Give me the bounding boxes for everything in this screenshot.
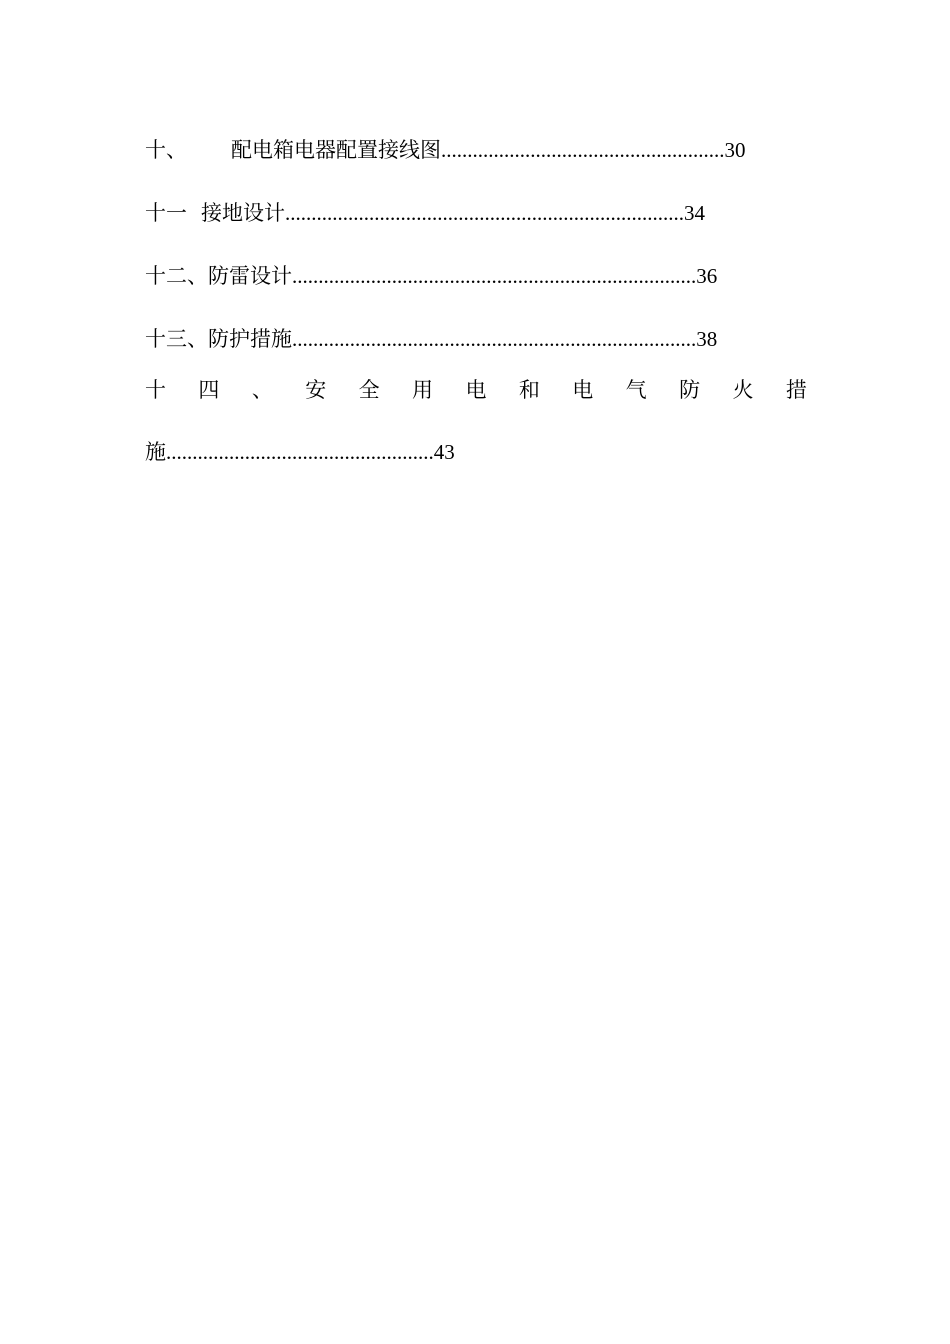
toc-char: 气 (625, 378, 647, 402)
toc-entry-number: 十二、 (145, 264, 208, 288)
toc-entry-number: 十三、 (145, 327, 208, 351)
toc-char: 措 (785, 378, 807, 402)
toc-entry-14-line1[interactable] (145, 375, 807, 405)
toc-entry-title: 配电箱电器配置接线图 (231, 138, 441, 162)
toc-entry-10[interactable] (145, 135, 746, 165)
toc-char: 防 (679, 378, 701, 402)
toc-entry-13[interactable] (145, 324, 717, 354)
toc-char: 电 (465, 378, 487, 402)
toc-char: 四 (198, 378, 220, 402)
toc-char: 全 (358, 378, 380, 402)
toc-char: 电 (572, 378, 594, 402)
toc-leader-dots: ................................................... (166, 440, 434, 464)
toc-entry-12[interactable] (145, 261, 717, 291)
toc-leader-dots: ............................................................................. (292, 327, 697, 351)
toc-char: 火 (732, 378, 754, 402)
toc-leader-dots: ............................................................................ (285, 201, 684, 225)
toc-entry-number: 十、 (145, 138, 187, 162)
toc-page-number: 36 (696, 264, 718, 288)
toc-leader-dots: ...................................................... (441, 138, 725, 162)
toc-leader-dots: ............................................................................. (292, 264, 697, 288)
toc-page-number: 34 (684, 201, 705, 225)
toc-entry-14-line2[interactable] (145, 437, 455, 467)
toc-entry-title: 防雷设计 (208, 264, 292, 288)
toc-char: 用 (412, 378, 434, 402)
toc-entry-title-tail: 施 (145, 440, 166, 464)
toc-entry-number: 十一 (145, 201, 187, 225)
toc-entry-title: 防护措施 (208, 327, 292, 351)
toc-page-number: 43 (433, 440, 455, 464)
toc-char: 十 (145, 378, 166, 402)
toc-char: 、 (251, 378, 273, 402)
toc-page-number: 38 (696, 327, 718, 351)
toc-entry-11[interactable] (145, 198, 705, 228)
toc-char: 和 (518, 378, 540, 402)
toc-page-number: 30 (724, 138, 746, 162)
toc-entry-title: 接地设计 (201, 201, 285, 225)
toc-char: 安 (305, 378, 327, 402)
